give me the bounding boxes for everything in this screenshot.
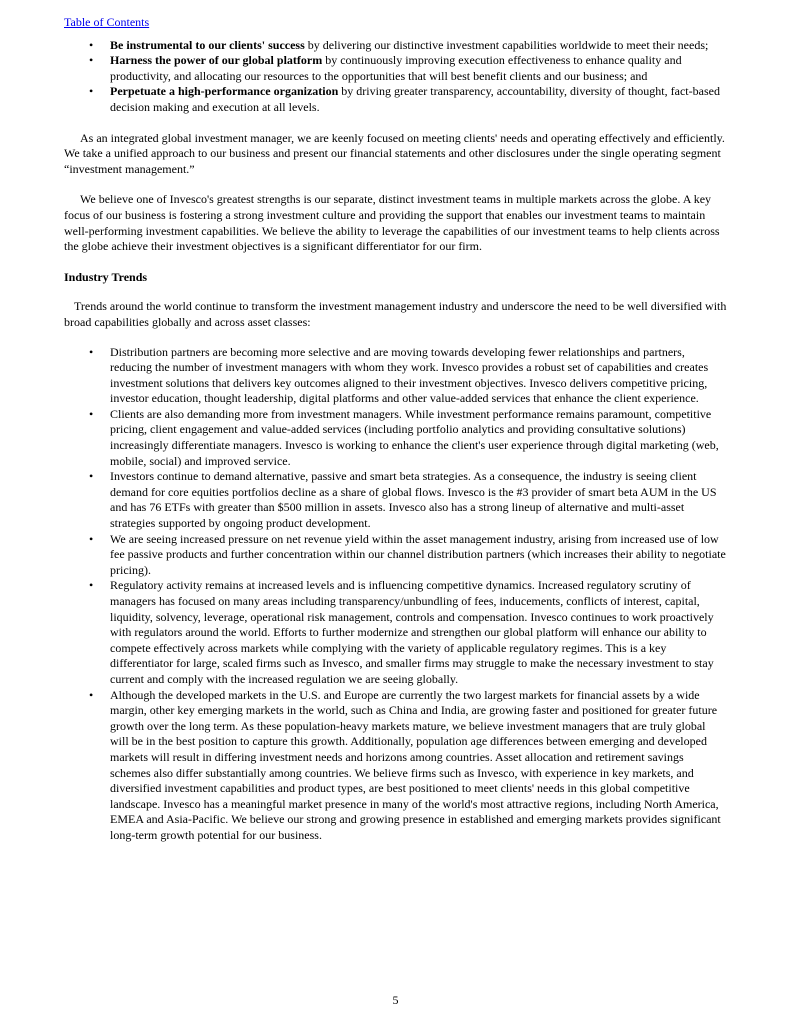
list-item xyxy=(64,84,727,115)
priority-text: by continuously improving execution effectiveness to enhance quality and productivity, and allocating our resources to the opportunities that will best benefit clients and our business; and xyxy=(110,53,682,83)
priority-title: Perpetuate a high-performance organization xyxy=(110,84,339,99)
list-item: • Clients are also demanding more from investment managers. While investment performance remains paramount, competitive pricing, client engagement and value-added services (including portfolio analytics and providing consultative solutions) increasingly differentiate managers. Invesco is working to enhance the client's user experience through digital marketing (web, mobile, social) and improved service. xyxy=(64,407,727,469)
industry-trends-intro: Trends around the world continue to transform the investment management industry and underscore the need to be well diversified with broad capabilities globally and across asset classes: xyxy=(64,299,727,329)
document-page xyxy=(64,15,727,844)
list-item xyxy=(64,38,727,54)
priority-title: Be instrumental to our clients' success xyxy=(110,37,305,52)
industry-trends-heading: Industry Trends xyxy=(64,269,148,284)
list-item: • Regulatory activity remains at increased levels and is influencing competitive dynamics. Increased regulatory scrutiny of managers has focused on many areas including transparency/unbundling of fees, inducements, conflicts of interest, capital, liquidity, solvency, leverage, operational risk management, controls and compensation. Invesco continues to work proactively with regulators around the world. Efforts to further modernize and strengthen our global platform will enhance our ability to compete effectively across markets while complying with the variety of applicable regulatory regimes. This is a key differentiator for large, scaled firms such as Invesco, and smaller firms may struggle to make the necessary investment to stay current and comply with the increased regulation we are seeing globally. xyxy=(64,578,727,687)
table-of-contents-link[interactable]: Table of Contents xyxy=(64,15,150,29)
list-item: • Although the developed markets in the U.S. and Europe are currently the two largest markets for financial assets by a wide margin, other key emerging markets in the world, such as China and India, are growing faster and positioned for greater future growth over the long term. As these population-heavy markets mature, we believe investment managers that are truly global will be in the best position to capture this growth. Additionally, population age differences between emerging and developed markets will result in differing investment needs and horizons among countries. Asset allocation and retirement savings schemes also differ substantially among countries. We believe firms such as Invesco, with experience in key markets, and diversified investment capabilities and product types, are best positioned to meet clients' needs in this global competitive landscape. Invesco has a meaningful market presence in many of the world's most attractive regions, including North America, EMEA and Asia-Pacific. We believe our strong and growing presence in established and emerging markets provides significant long-term growth potential for our business. xyxy=(64,688,727,844)
page-number: 5 xyxy=(392,993,399,1007)
list-item xyxy=(64,53,727,84)
priority-text: by driving greater transparency, accountability, diversity of thought, fact-based decision making and execution at all levels. xyxy=(110,84,720,114)
list-item: • We are seeing increased pressure on net revenue yield within the asset management industry, arising from increased use of low fee passive products and further concentration within our channel distribution partners (which increases their ability to negotiate pricing). xyxy=(64,532,727,579)
priority-title: Harness the power of our global platform xyxy=(110,53,323,68)
list-item: • Distribution partners are becoming more selective and are moving towards developing fewer relationships and partners, reducing the number of investment managers with whom they work. Invesco provides a robust set of capabilities and creates investment solutions that delivers key outcomes aligned to their investment objectives. Invesco delivers competitive pricing, investor education, thought leadership, digital platforms and other value-added services that enhance the client experience. xyxy=(64,345,727,407)
list-item: • Investors continue to demand alternative, passive and smart beta strategies. As a consequence, the industry is seeing client demand for core equities portfolios decline as a share of global flows. Invesco is the #3 provider of smart beta AUM in the US and has 76 ETFs with greater than $500 million in assets. Invesco also has a strong lineup of alternative and multi-asset strategies supported by ongoing product development. xyxy=(64,469,727,531)
paragraph-investment-teams: We believe one of Invesco's greatest strengths is our separate, distinct investment teams in multiple markets across the globe. A key focus of our business is fostering a strong investment culture and providing the support that enables our investment teams to maintain well-performing investment capabilities. We believe the ability to leverage the capabilities of our investment teams to help clients across the globe achieve their investment objectives is a significant differentiator for our firm. xyxy=(64,192,720,254)
paragraph-integrated-manager: As an integrated global investment manager, we are keenly focused on meeting clients' needs and operating effectively and efficiently. We take a unified approach to our business and present our financial statements and other disclosures under the single operating segment “investment management.” xyxy=(64,130,725,176)
trends-list xyxy=(64,345,727,844)
priorities-list xyxy=(64,38,727,116)
priority-text: by delivering our distinctive investment capabilities worldwide to meet their needs; xyxy=(304,37,709,52)
